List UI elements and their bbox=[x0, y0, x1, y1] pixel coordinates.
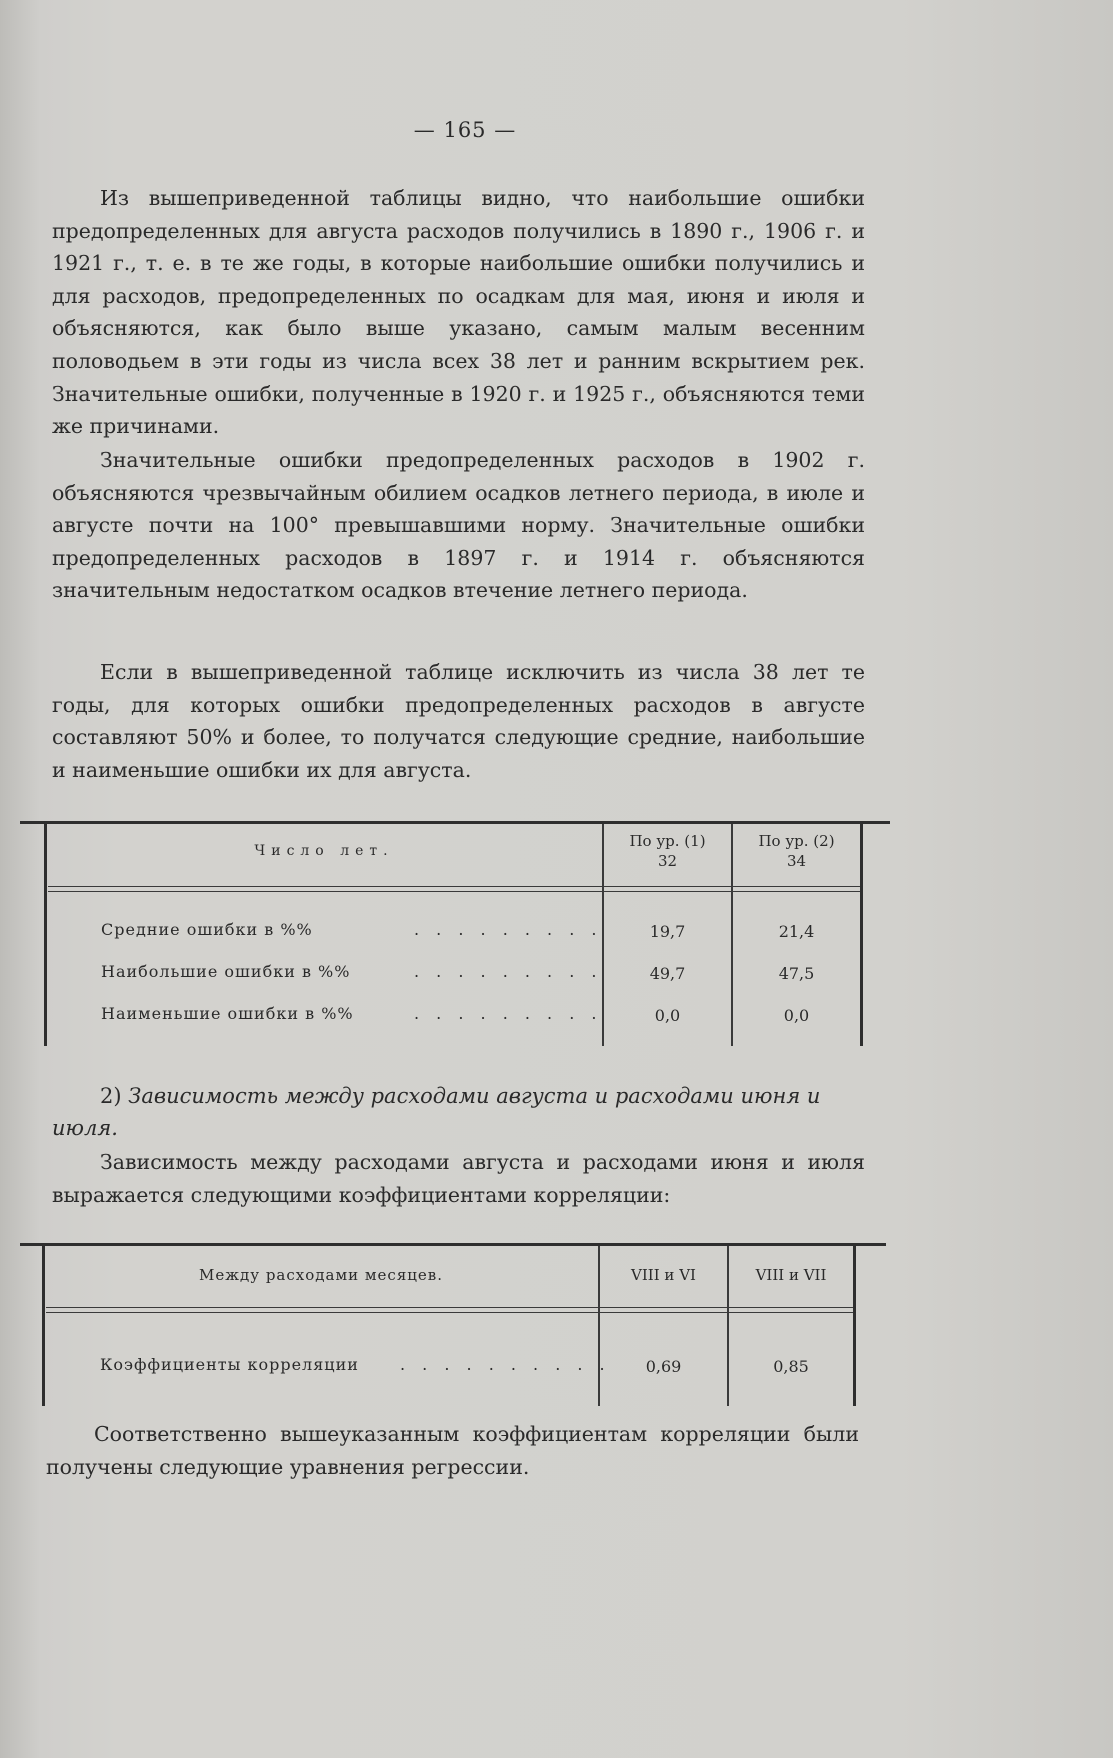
table1-row3-v1: 0,0 bbox=[654, 1006, 681, 1025]
table1-row2-v1: 49,7 bbox=[649, 964, 686, 983]
table2-row-v1: 0,69 bbox=[645, 1357, 682, 1376]
table1-header-label: Число лет. bbox=[254, 843, 394, 859]
table1-row2-dots: . . . . . . . . . bbox=[414, 962, 603, 981]
page-number: — 165 — bbox=[413, 118, 517, 142]
table2-header-label: Между расходами месяцев. bbox=[198, 1266, 444, 1284]
table1-row2-label: Наибольшие ошибки в %% bbox=[101, 962, 351, 981]
paragraph-3 bbox=[52, 656, 865, 786]
paragraph-4-text: Зависимость между расходами августа и расходами июня и июля выражается следующими коэффициентами корреляции: bbox=[52, 1150, 865, 1207]
table2-col1-header: VIII и VI bbox=[631, 1266, 696, 1284]
table1-row1-label: Средние ошибки в %% bbox=[101, 920, 313, 939]
table1-top-rule bbox=[20, 821, 890, 824]
table1-row1-v2: 21,4 bbox=[778, 922, 815, 941]
section-title: Зависимость между расходами августа и расходами июня и июля. bbox=[52, 1084, 821, 1140]
paragraph-2-text: Значительные ошибки предопределенных расходов в 1902 г. объясняются чрезвычайным обилием осадков летнего периода, в июле и августе почти на 100° превышавшими норму. Значительные ошибки предопределенных расходов в 1897 г. и 1914 г. объясняются значительным недостатком осадков втечение летнего периода. bbox=[52, 448, 865, 603]
paragraph-3-text: Если в вышеприведенной таблице исключить из числа 38 лет те годы, для которых ошибки предопределенных расходов в августе составляют 50% и более, то получатся следующие средние, наибольшие и наименьшие ошибки их для августа. bbox=[52, 660, 865, 782]
paragraph-1-text: Из вышеприведенной таблицы видно, что наибольшие ошибки предопределенных для августа расходов получились в 1890 г., 1906 г. и 1921 г., т. е. в те же годы, в которые наибольшие ошибки получились и для расходов, предопределенных по осадкам для мая, июня и июля и объясняются, как было выше указано, самым малым весенним половодьем в эти годы из числа всех 38 лет и ранним вскрытием рек. Значительные ошибки, полученные в 1920 г. и 1925 г., объясняются теми же причинами. bbox=[52, 186, 865, 439]
table1-col2-header: По ур. (2) bbox=[758, 832, 835, 850]
paragraph-2 bbox=[52, 444, 865, 607]
table2-header-rule bbox=[46, 1307, 853, 1313]
table1-row3-v2: 0,0 bbox=[783, 1006, 810, 1025]
section-number: 2) bbox=[100, 1084, 122, 1108]
paragraph-1 bbox=[52, 182, 865, 443]
table1-row3-label: Наименьшие ошибки в %% bbox=[101, 1004, 354, 1023]
paragraph-5-text: Соответственно вышеуказанным коэффициентам корреляции были получены следующие уравнения регрессии. bbox=[46, 1422, 859, 1479]
table2-top-rule bbox=[20, 1243, 886, 1246]
table2-row-dots: . . . . . . . . . . bbox=[400, 1355, 611, 1374]
table1-right-border bbox=[860, 824, 863, 1046]
table1-row1-dots: . . . . . . . . . bbox=[414, 920, 603, 939]
table1-col1-header: По ур. (1) bbox=[629, 832, 706, 850]
paragraph-4 bbox=[52, 1146, 865, 1211]
table1-col1-count: 32 bbox=[657, 852, 678, 870]
table1-col2-count: 34 bbox=[786, 852, 807, 870]
table2-col2-header: VIII и VII bbox=[755, 1266, 827, 1284]
table1-header-rule bbox=[48, 886, 860, 892]
table2-right-border bbox=[853, 1246, 856, 1406]
paragraph-5 bbox=[46, 1418, 859, 1483]
table2-row-v2: 0,85 bbox=[773, 1357, 809, 1376]
table2-row-label: Коэффициенты корреляции bbox=[100, 1355, 359, 1374]
table1-row1-v1: 19,7 bbox=[649, 922, 686, 941]
section-heading bbox=[52, 1080, 865, 1144]
table1-row3-dots: . . . . . . . . . bbox=[414, 1004, 603, 1023]
table1-row2-v2: 47,5 bbox=[778, 964, 815, 983]
